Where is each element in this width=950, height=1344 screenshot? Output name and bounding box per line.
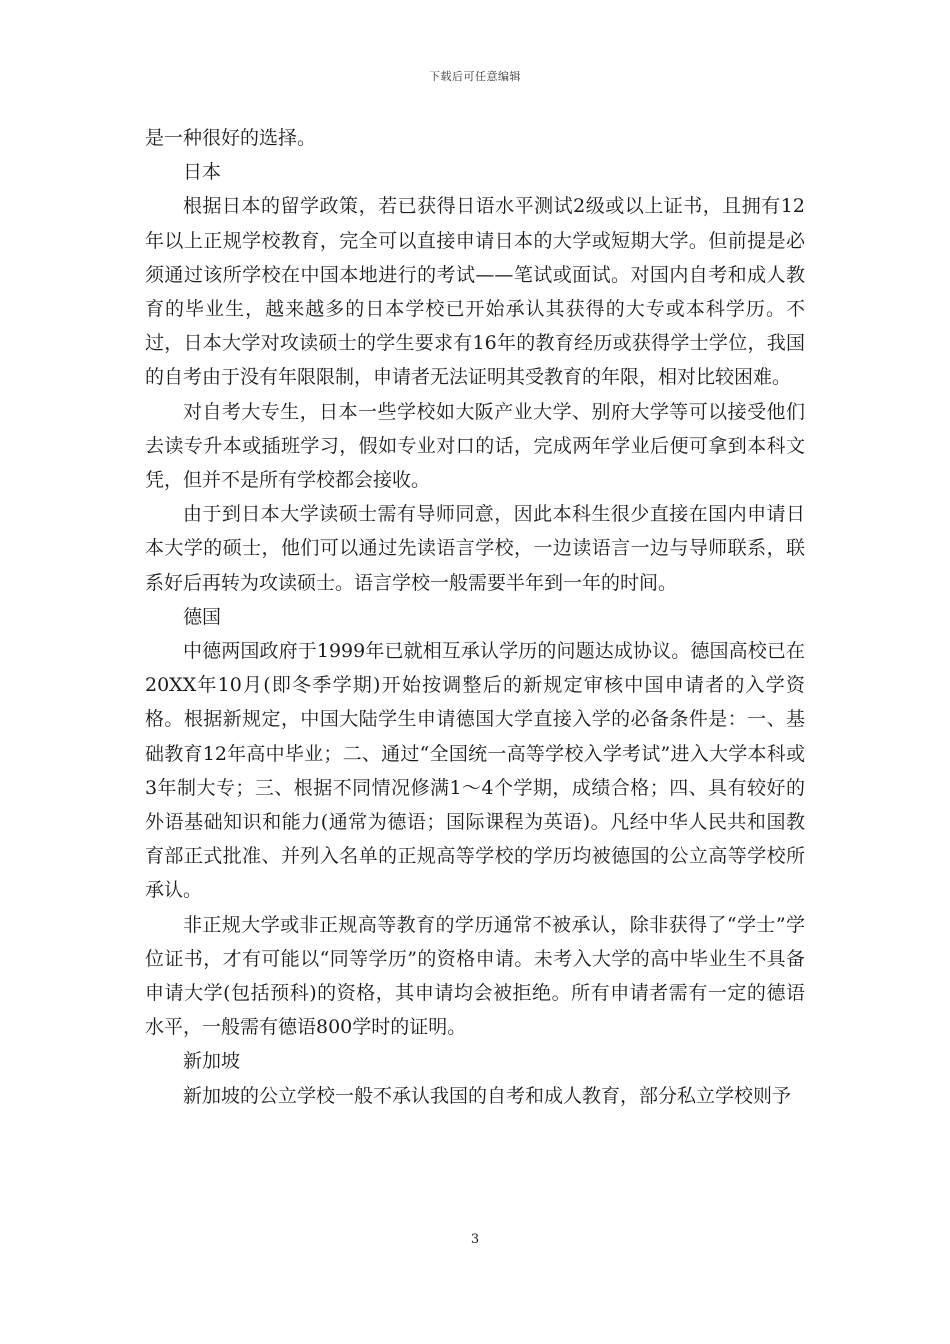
paragraph: 中德两国政府于1999年已就相互承认学历的问题达成协议。德国高校已在20XX年10月(即冬季学期)开始按调整后的新规定审核中国申请者的入学资格。根据新规定，中国大陆学生申请德国大学直接入学的必备条件是：一、基础教育12年高中毕业；二、通过“全国统一高等学校入学考试”进入大学本科或3年制大专；三、根据不同情况修满1～4个学期，成绩合格；四、具有较好的外语基础知识和能力(通常为德语；国际课程为英语)。凡经中华人民共和国教育部正式批准、并列入名单的正规高等学校的学历均被德国的公立高等学校所承认。	[145, 640, 805, 902]
page-number: 3	[470, 1232, 480, 1247]
paragraph: 新加坡的公立学校一般不承认我国的自考和成人教育，部分私立学校则予	[183, 1084, 792, 1107]
section-heading-germany: 德国	[183, 605, 222, 628]
paragraph: 非正规大学或非正规高等教育的学历通常不被承认，除非获得了“学士”学位证书，才有可能以“同等学历”的资格申请。未考入大学的高中毕业生不具备申请大学(包括预科)的资格，其申请均会被拒绝。所有申请者需有一定的德语水平，一般需有德语800学时的证明。	[145, 913, 805, 1039]
paragraph: 对自考大专生，日本一些学校如大阪产业大学、别府大学等可以接受他们去读专升本或插班学习，假如专业对口的话，完成两年学业后便可拿到本科文凭，但并不是所有学校都会接收。	[145, 400, 805, 492]
section-heading-singapore: 新加坡	[183, 1050, 241, 1073]
section-heading-japan: 日本	[183, 161, 222, 184]
page-header: 下载后可任意编辑	[429, 70, 521, 83]
document-body	[145, 121, 805, 1113]
paragraph-continuation: 是一种很好的选择。	[145, 127, 317, 149]
paragraph: 由于到日本大学读硕士需有导师同意，因此本科生很少直接在国内申请日本大学的硕士，他们可以通过先读语言学校，一边读语言一边与导师联系，联系好后再转为攻读硕士。语言学校一般需要半年到一年的时间。	[145, 503, 805, 594]
paragraph: 根据日本的留学政策，若已获得日语水平测试2级或以上证书，且拥有12年以上正规学校教育，完全可以直接申请日本的大学或短期大学。但前提是必须通过该所学校在中国本地进行的考试——笔试或面试。对国内自考和成人教育的毕业生，越来越多的日本学校已开始承认其获得的大专或本科学历。不过，日本大学对攻读硕士的学生要求有16年的教育经历或获得学士学位，我国的自考由于没有年限限制，申请者无法证明其受教育的年限，相对比较困难。	[145, 195, 805, 389]
